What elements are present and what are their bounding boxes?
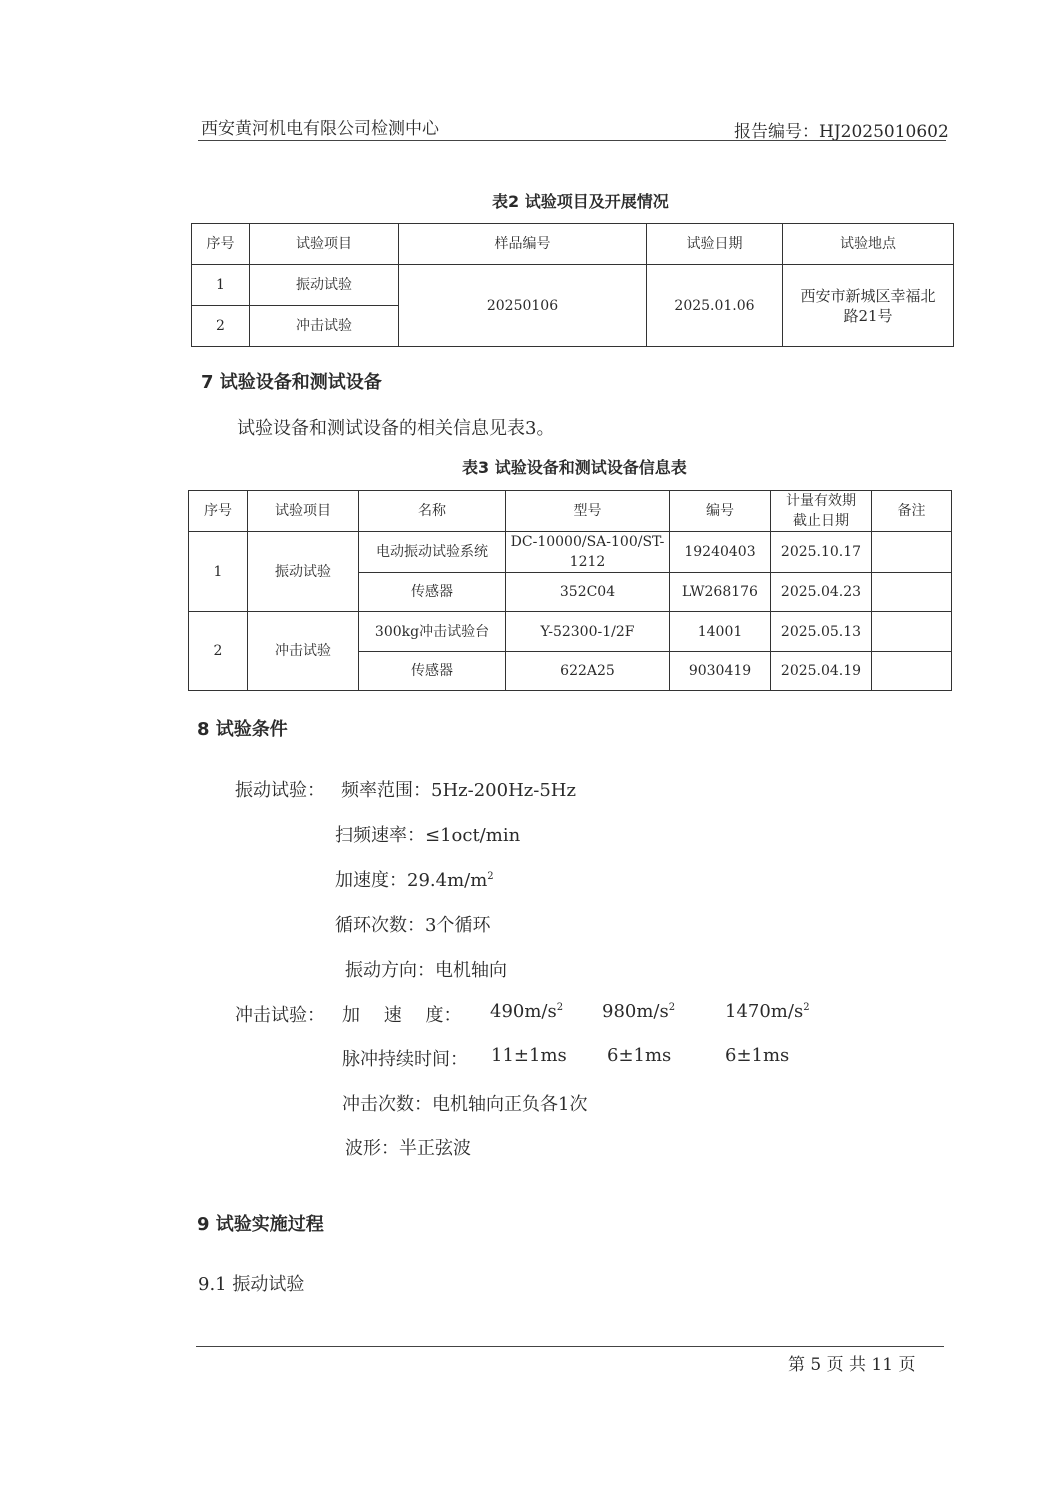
- vibration-cycles: 循环次数：3个循环: [335, 915, 491, 936]
- shock-accel-value: [490, 1001, 563, 1022]
- table2-cell-date: 2025.01.06: [647, 265, 783, 347]
- vibration-frequency: 频率范围：5Hz-200Hz-5Hz: [341, 780, 576, 801]
- table3-cell-note: [872, 573, 952, 612]
- table3-cell-model: DC-10000/SA-100/ST-1212: [506, 532, 670, 573]
- table3-cell-model: 352C04: [506, 573, 670, 612]
- table3-cell-name: 传感器: [359, 573, 506, 612]
- table3-cell-item: 冲击试验: [248, 612, 359, 691]
- shock-duration-value: 6±1ms: [607, 1045, 672, 1066]
- table3-cell-note: [872, 612, 952, 652]
- table2-header-cell: 试验项目: [250, 224, 399, 265]
- shock-accel-value-text: 490m/s: [490, 1001, 557, 1022]
- table3-cell-model: 622A25: [506, 652, 670, 691]
- shock-accel-value-text: 980m/s: [602, 1001, 669, 1022]
- table3-cell-item: 振动试验: [248, 532, 359, 612]
- company-name: 西安黄河机电有限公司检测中心: [201, 119, 439, 139]
- shock-accel-value-text: 1470m/s: [725, 1001, 804, 1022]
- section7-title: 7 试验设备和测试设备: [201, 372, 382, 393]
- table3-cell-serial: 9030419: [670, 652, 771, 691]
- table3-header-cell: 型号: [506, 491, 670, 532]
- table2-cell-no: 1: [192, 265, 250, 306]
- section9-title: 9 试验实施过程: [197, 1214, 324, 1235]
- table3-cell-expiry: 2025.04.23: [771, 573, 872, 612]
- table3-header-cell: 试验项目: [248, 491, 359, 532]
- shock-waveform: 波形：半正弦波: [345, 1138, 471, 1159]
- vibration-label: 振动试验：: [235, 780, 325, 801]
- table3-cell-serial: LW268176: [670, 573, 771, 612]
- table2-cell-item: 振动试验: [250, 265, 399, 306]
- shock-accel-value: [725, 1001, 810, 1022]
- table2-header-cell: 试验日期: [647, 224, 783, 265]
- table2-cell-sample-no: 20250106: [399, 265, 647, 347]
- page-number: 第 5 页 共 11 页: [788, 1355, 916, 1375]
- vibration-acceleration-text: 加速度：29.4m/m: [335, 870, 488, 891]
- table3-cell-model: Y-52300-1/2F: [506, 612, 670, 652]
- table3-cell-note: [872, 532, 952, 573]
- shock-accel-label: 加 速 度：: [342, 1005, 462, 1026]
- table3-header-cell: 序号: [189, 491, 248, 532]
- vibration-acceleration: [335, 866, 494, 892]
- shock-duration-value: 11±1ms: [491, 1045, 567, 1066]
- section7-text: 试验设备和测试设备的相关信息见表3。: [237, 418, 555, 439]
- table3-cell-name: 300kg冲击试验台: [359, 612, 506, 652]
- superscript: 2: [556, 1002, 564, 1013]
- table3-header-cell: 备注: [872, 491, 952, 532]
- table3-cell-note: [872, 652, 952, 691]
- table3-caption: 表3 试验设备和测试设备信息表: [462, 458, 687, 477]
- shock-accel-value: [602, 1001, 675, 1022]
- header-rule: [198, 140, 946, 141]
- vibration-sweep-rate: 扫频速率：≤1oct/min: [335, 825, 521, 846]
- table3-cell-expiry: 2025.10.17: [771, 532, 872, 573]
- footer-rule: [196, 1346, 944, 1347]
- table2: [191, 223, 954, 347]
- table3-cell-no: 1: [189, 532, 248, 612]
- table3-header-cell: 计量有效期截止日期: [771, 491, 872, 532]
- table3-cell-serial: 19240403: [670, 532, 771, 573]
- table2-header-cell: 序号: [192, 224, 250, 265]
- table3-cell-no: 2: [189, 612, 248, 691]
- superscript: 2: [668, 1002, 676, 1013]
- table3: [188, 490, 952, 691]
- vibration-direction: 振动方向：电机轴向: [345, 960, 507, 981]
- table2-header-cell: 试验地点: [783, 224, 954, 265]
- section8-title: 8 试验条件: [197, 719, 288, 740]
- superscript: 2: [487, 871, 494, 882]
- report-number: 报告编号：HJ2025010602: [734, 122, 949, 142]
- table3-cell-serial: 14001: [670, 612, 771, 652]
- shock-label: 冲击试验：: [235, 1005, 325, 1026]
- section9-1-title: 9.1 振动试验: [198, 1274, 305, 1295]
- shock-duration-label: 脉冲持续时间：: [342, 1049, 468, 1070]
- shock-duration-value: 6±1ms: [725, 1045, 790, 1066]
- table2-cell-location: 西安市新城区幸福北路21号: [783, 265, 954, 347]
- table3-header-cell: 名称: [359, 491, 506, 532]
- superscript: 2: [803, 1002, 810, 1013]
- table3-header-cell: 编号: [670, 491, 771, 532]
- table3-cell-expiry: 2025.05.13: [771, 612, 872, 652]
- table3-cell-name: 电动振动试验系统: [359, 532, 506, 573]
- shock-count: 冲击次数：电机轴向正负各1次: [342, 1094, 588, 1115]
- table2-caption: 表2 试验项目及开展情况: [492, 192, 669, 211]
- table3-cell-expiry: 2025.04.19: [771, 652, 872, 691]
- table2-cell-no: 2: [192, 306, 250, 347]
- table2-cell-item: 冲击试验: [250, 306, 399, 347]
- table3-cell-name: 传感器: [359, 652, 506, 691]
- table2-header-cell: 样品编号: [399, 224, 647, 265]
